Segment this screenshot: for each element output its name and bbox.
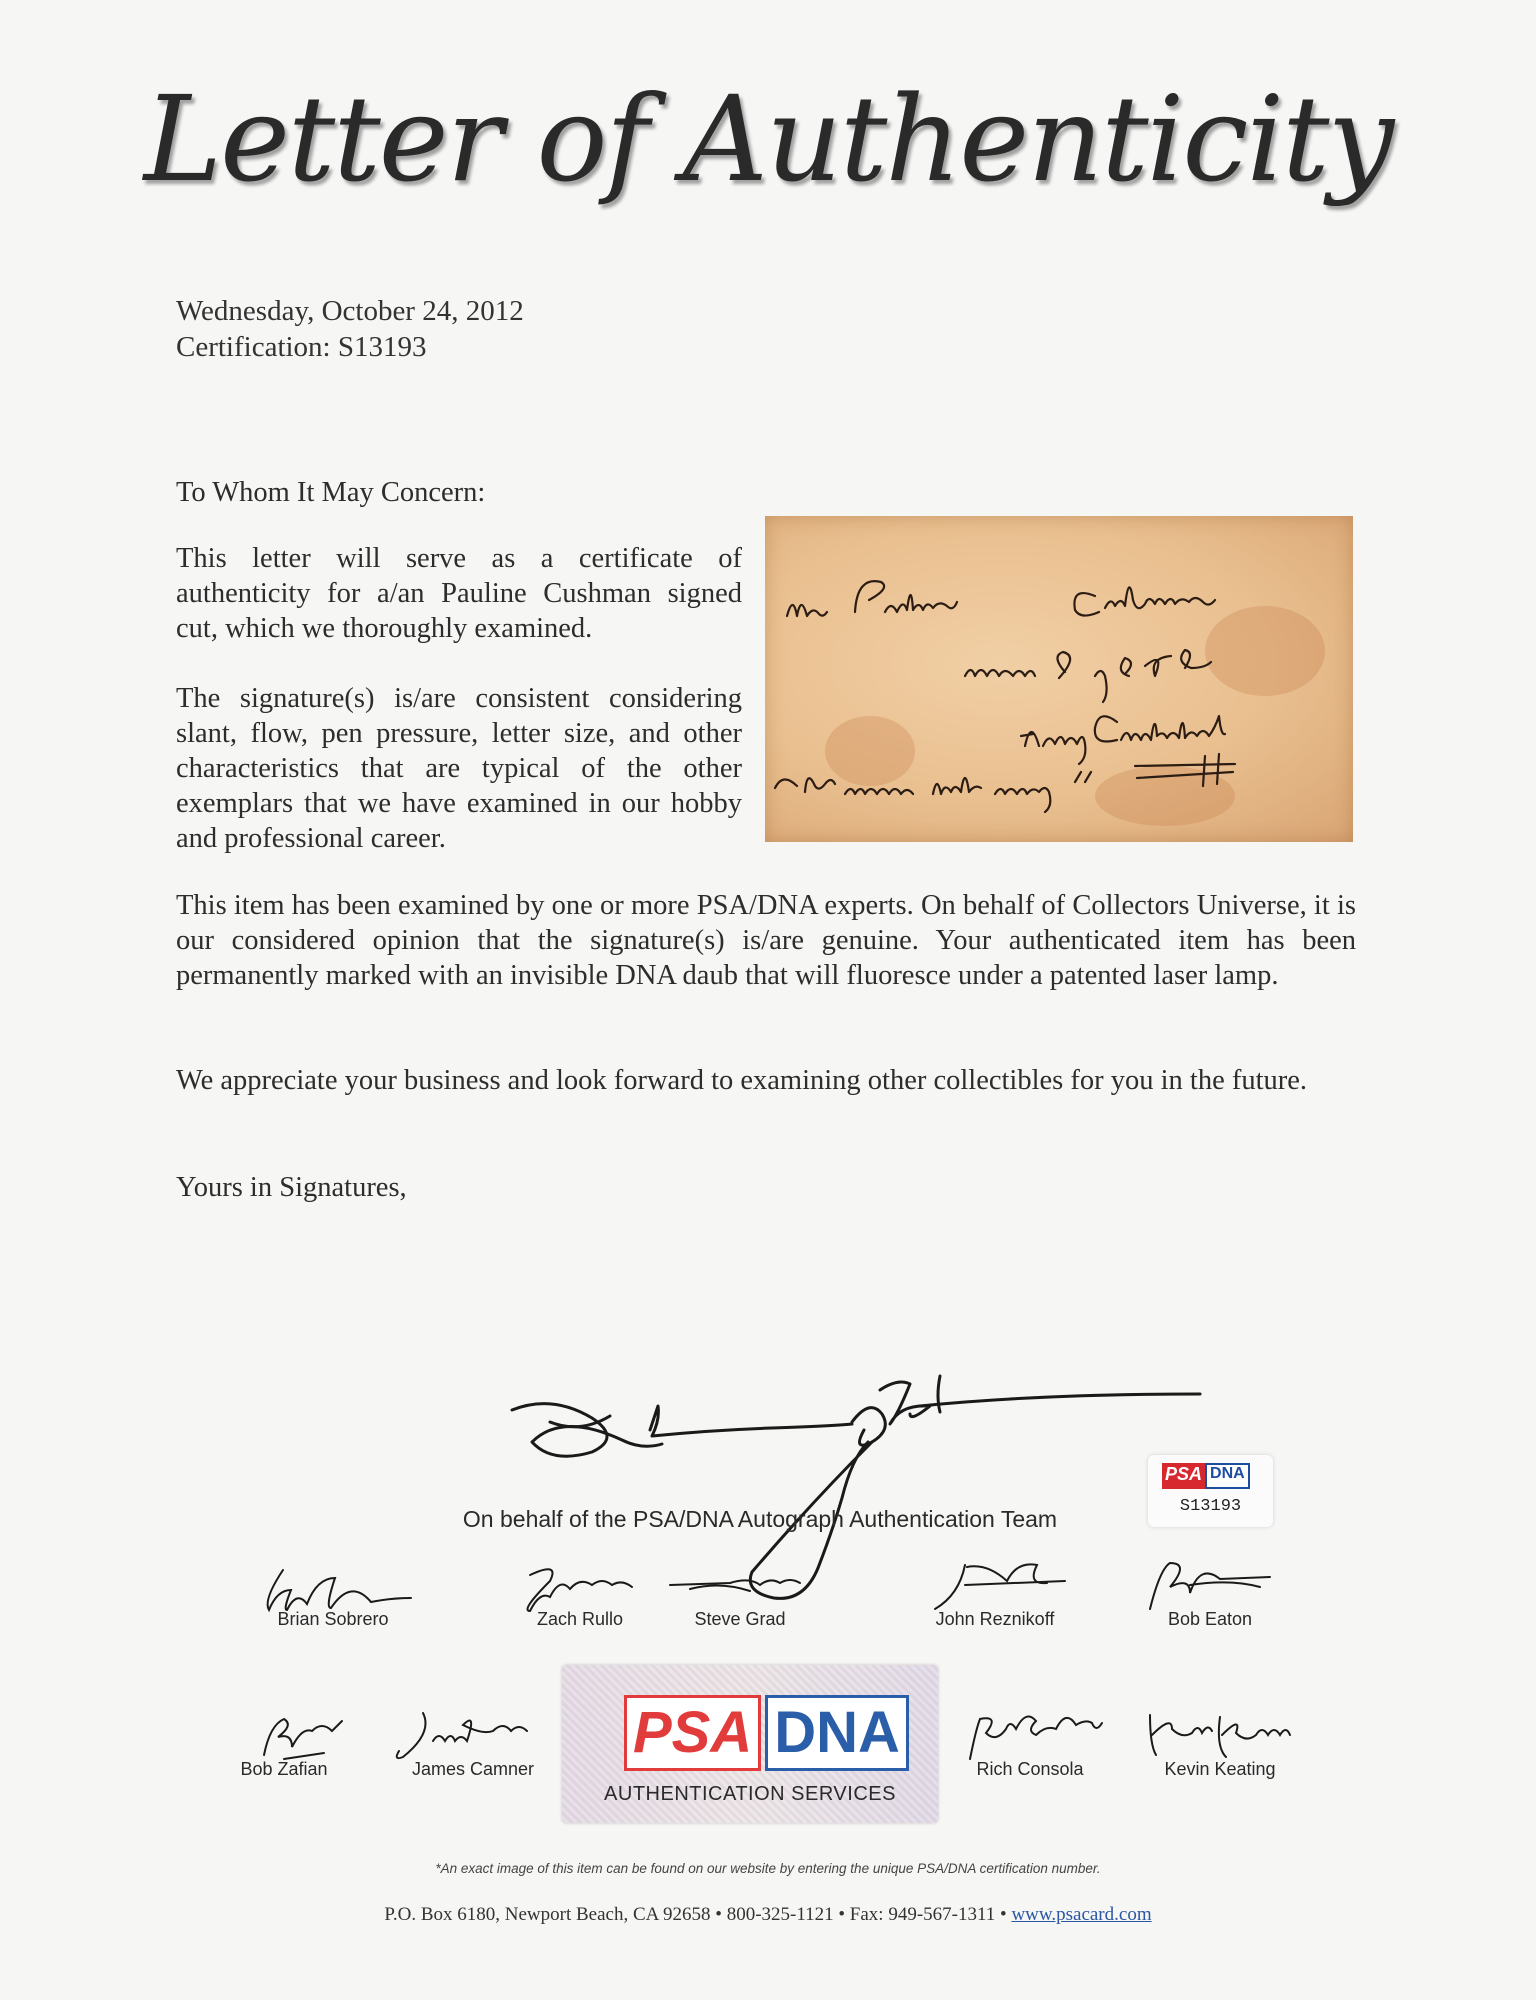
signer-name: John Reznikoff (935, 1609, 1055, 1629)
paragraph-certificate: This letter will serve as a certificate of authenticity for a/an Pauline Cushman signed cut, which we thoroughly examined. (176, 543, 742, 644)
signer-name: Brian Sobrero (277, 1609, 389, 1629)
paragraph-examination: This item has been examined by one or more PSA/DNA experts. On behalf of Collectors Universe, it is our considered opinion that the signature(s) is/are genuine. Your authenticated item has been permanently marked with an invisible DNA daub that will fluoresce under a patented laser lamp. (176, 890, 1356, 991)
paragraph-consistency: The signature(s) is/are consistent considering slant, flow, pen pressure, letter size, and other characteristics that are typical of the other exemplars that we have examined in our hobby and professional career. (176, 683, 742, 854)
signer-name: Steve Grad (694, 1609, 786, 1629)
salutation: To Whom It May Concern: (176, 477, 486, 508)
footer-address: P.O. Box 6180, Newport Beach, CA 92658 • 800-325-1121 • Fax: 949-567-1311 • (384, 1904, 1012, 1925)
psa-dna-badge (562, 1665, 938, 1823)
signer-rich-consola (940, 1705, 1120, 1780)
signer-bob-eaton (1120, 1555, 1300, 1630)
signed-cut-image (765, 516, 1353, 842)
signer-name: Bob Eaton (1167, 1609, 1253, 1629)
signature-james-camner (383, 1705, 563, 1765)
signer-name: James Camner (411, 1759, 535, 1779)
website-link[interactable]: www.psacard.com (1011, 1904, 1152, 1925)
paragraph-appreciation: We appreciate your business and look forward to examining other collectibles for you in the future. (176, 1065, 1308, 1096)
sticker-psa: PSA (1162, 1463, 1205, 1489)
sticker-number: S13193 (1179, 1497, 1242, 1516)
letter-date: Wednesday, October 24, 2012 (176, 295, 524, 327)
signer-bob-zafian (194, 1705, 374, 1780)
signer-james-camner (383, 1705, 563, 1780)
badge-psa: PSA (624, 1695, 761, 1771)
signature-zach-rullo (490, 1555, 670, 1615)
certification-number: Certification: S13193 (176, 331, 427, 363)
signer-name: Zach Rullo (536, 1609, 624, 1629)
signer-name: Kevin Keating (1164, 1759, 1276, 1779)
team-line: On behalf of the PSA/DNA Autograph Authentication Team (462, 1506, 1058, 1532)
signer-steve-grad (650, 1555, 830, 1630)
signer-zach-rullo (490, 1555, 670, 1630)
signature-john-reznikoff (905, 1555, 1085, 1615)
signature-steve-grad (650, 1555, 830, 1615)
sticker-dna: DNA (1205, 1463, 1250, 1489)
footnote: *An exact image of this item can be found on our website by entering the unique PSA/DNA certification number. (435, 1861, 1101, 1876)
signer-john-reznikoff (905, 1555, 1085, 1630)
footer (0, 1904, 1536, 1926)
badge-subtitle: AUTHENTICATION SERVICES (604, 1783, 896, 1805)
signer-brian-sobrero (243, 1555, 423, 1630)
letter-title: Letter of Authenticity (143, 70, 1393, 208)
signer-name: Bob Zafian (240, 1759, 328, 1779)
signature-bob-zafian (194, 1705, 374, 1765)
pauline-cushman-signature (765, 516, 1353, 842)
closing: Yours in Signatures, (176, 1172, 407, 1203)
psa-dna-logo-small (1162, 1463, 1250, 1489)
badge-dna: DNA (765, 1695, 909, 1771)
signature-brian-sobrero (243, 1555, 423, 1615)
signature-kevin-keating (1130, 1705, 1310, 1765)
signature-bob-eaton (1120, 1555, 1300, 1615)
certification-sticker (1148, 1455, 1273, 1527)
signer-name: Rich Consola (976, 1759, 1084, 1779)
psa-dna-logo (624, 1695, 909, 1771)
signer-kevin-keating (1130, 1705, 1310, 1780)
signature-rich-consola (940, 1705, 1120, 1765)
